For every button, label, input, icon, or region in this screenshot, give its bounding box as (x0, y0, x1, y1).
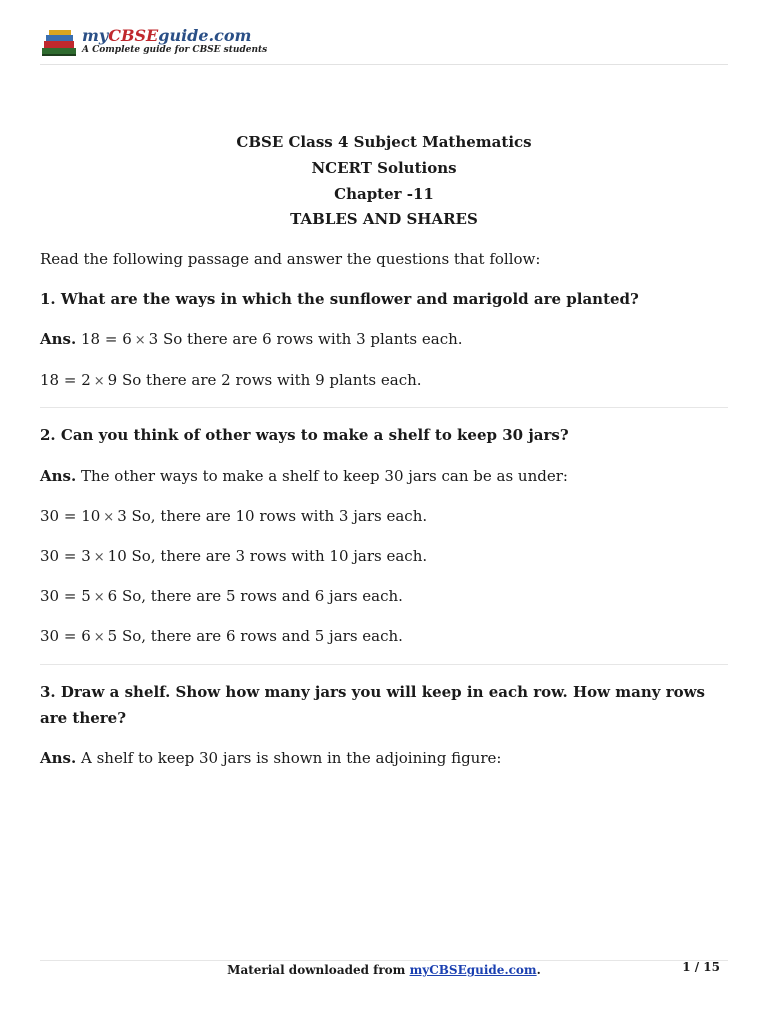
question-2: 2. Can you think of other ways to make a shelf to keep 30 jars? (40, 426, 569, 444)
ans-label: Ans. (40, 330, 77, 348)
books-logo-icon (40, 28, 80, 58)
ans-label: Ans. (40, 467, 77, 485)
divider (40, 407, 728, 408)
question-3: 3. Draw a shelf. Show how many jars you will keep in each row. How many rows are there? (40, 683, 706, 727)
doc-title-chapter: Chapter -11 (334, 185, 434, 203)
answer-2-line-4: 30 = 6 × 5 So, there are 6 rows and 5 jars each. (40, 623, 730, 651)
times-icon: × (103, 510, 115, 525)
answer-2-line-2: 30 = 3 × 10 So, there are 3 rows with 10 jars each. (40, 543, 730, 571)
footer-site-link[interactable]: myCBSEguide.com (409, 963, 537, 977)
times-icon: × (93, 374, 105, 389)
answer-2-line-3: 30 = 5 × 6 So, there are 5 rows and 6 jars each. (40, 583, 730, 611)
page-footer: Material downloaded from myCBSEguide.com. (227, 963, 541, 977)
divider (40, 664, 728, 665)
answer-2-intro: Ans. The other ways to make a shelf to keep 30 jars can be as under: (40, 467, 568, 485)
times-icon: × (93, 590, 105, 605)
logo-wordmark: myCBSEguide.com (82, 26, 252, 45)
doc-title-topic: TABLES AND SHARES (290, 210, 478, 228)
page-number: 1 / 15 (682, 960, 720, 974)
doc-title-class: CBSE Class 4 Subject Mathematics (236, 133, 532, 151)
answer-2-line-1: 30 = 10 × 3 So, there are 10 rows with 3 jars each. (40, 503, 730, 531)
ans-label: Ans. (40, 749, 77, 767)
question-1: 1. What are the ways in which the sunflower and marigold are planted? (40, 290, 639, 308)
answer-1-line-2: 18 = 2 × 9 So there are 2 rows with 9 plants each. (40, 367, 730, 395)
logo-tagline: A Complete guide for CBSE students (82, 45, 268, 55)
answer-3-text: Ans. A shelf to keep 30 jars is shown in the adjoining figure: (40, 749, 502, 767)
times-icon: × (93, 630, 105, 645)
intro-text: Read the following passage and answer the questions that follow: (40, 250, 541, 268)
footer-divider (40, 960, 728, 961)
answer-1-line-1: Ans. 18 = 6 × 3 So there are 6 rows with 3 plants each. (40, 326, 730, 354)
page-header (40, 26, 728, 65)
times-icon: × (93, 550, 105, 565)
doc-title-ncert: NCERT Solutions (311, 159, 457, 177)
times-icon: × (134, 333, 146, 348)
